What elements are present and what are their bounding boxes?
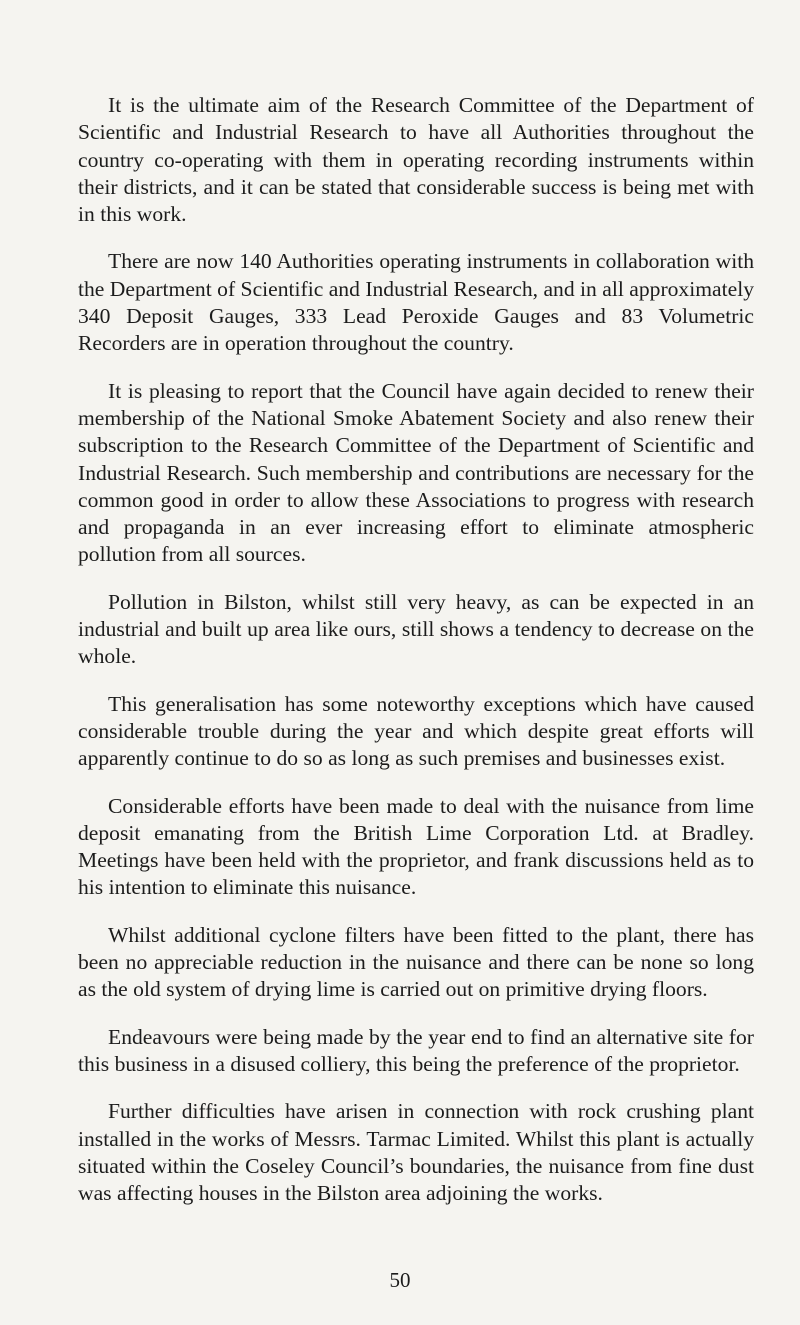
page-number: 50 (389, 1268, 411, 1292)
paragraph-research-committee: It is the ultimate aim of the Research Committee of the Department of Scientific and Industrial Research to have all Authorities throughout the country co-operating with them in operating recording instruments within their districts, and it can be stated that considerable success is being met with in this work. (78, 93, 754, 227)
paragraph-alternative-site: Endeavours were being made by the year end to find an alternative site for this business in a disused colliery, this being the preference of the proprietor. (78, 1024, 754, 1076)
paragraph-pollution-bilston: Pollution in Bilston, whilst still very heavy, as can be expected in an industrial and built up area like ours, still shows a tendency to decrease on the whole. (78, 589, 754, 669)
body-text (78, 92, 754, 1207)
paragraph-lime-deposit: Considerable efforts have been made to deal with the nuisance from lime deposit emanating from the British Lime Corporation Ltd. at Bradley. Meetings have been held with the proprietor, and frank discussions held as to his intention to eliminate this nuisance. (78, 793, 754, 900)
paragraph-generalisation-exceptions: This generalisation has some noteworthy exceptions which have caused considerable trouble during the year and which despite great efforts will apparently continue to do so as long as such premises and businesses exist. (78, 691, 754, 771)
paragraph-authorities-instruments: There are now 140 Authorities operating instruments in collaboration with the Department of Scientific and Industrial Research, and in all approximately 340 Deposit Gauges, 333 Lead Peroxide Gauges and 83 Volumetric Recorders are in operation throughout the country. (78, 249, 754, 356)
paragraph-council-membership: It is pleasing to report that the Council have again decided to renew their membership of the National Smoke Abatement Society and also renew their subscription to the Research Committee of the Department of Scientific and Industrial Research. Such membership and contributions are necessary for the common good in order to allow these Associations to progress with research and propaganda in an ever increasing effort to eliminate atmospheric pollution from all sources. (78, 378, 754, 567)
paragraph-cyclone-filters: Whilst additional cyclone filters have been fitted to the plant, there has been no appreciable reduction in the nuisance and there can be none so long as the old system of drying lime is carried out on primitive drying floors. (78, 922, 754, 1002)
paragraph-rock-crushing: Further difficulties have arisen in connection with rock crushing plant installed in the works of Messrs. Tarmac Limited. Whilst this plant is actually situated within the Coseley Council’s boundaries, the nuisance from fine dust was affecting houses in the Bilston area adjoining the works. (78, 1099, 754, 1206)
